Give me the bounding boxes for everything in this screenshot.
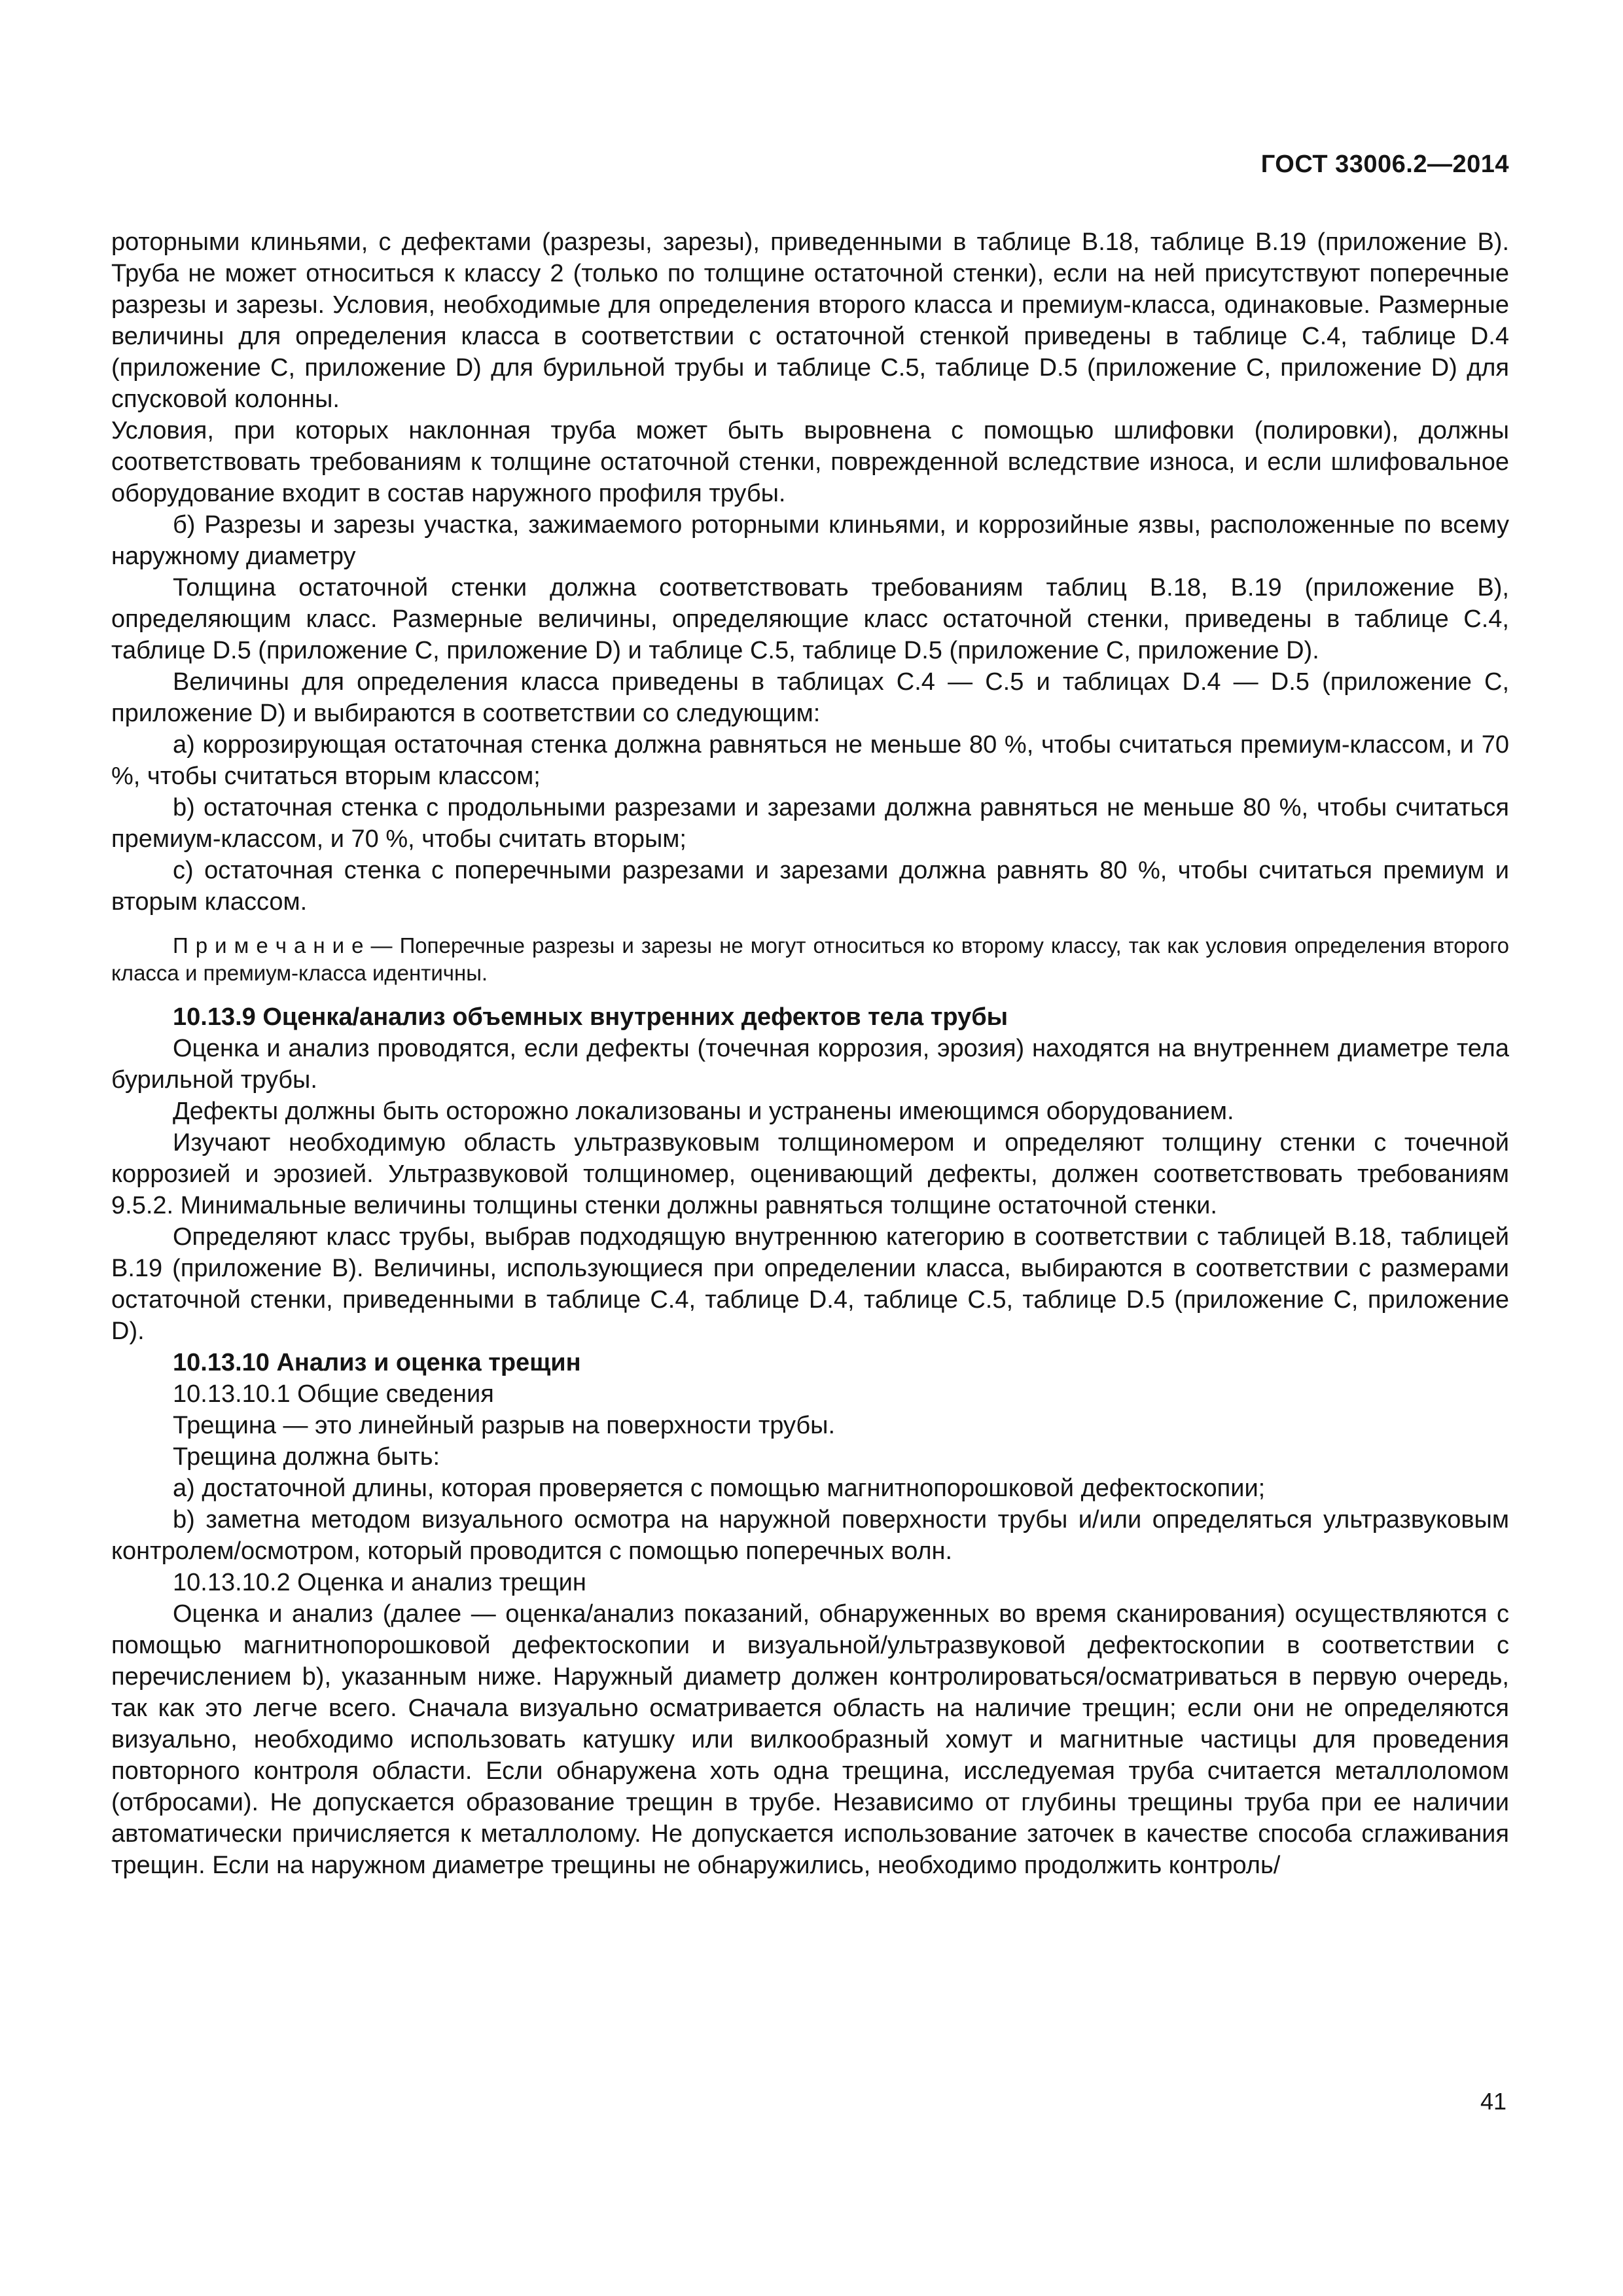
paragraph: 10.13.10.1 Общие сведения [173, 1380, 494, 1408]
paragraph: a) коррозирующая остаточная стенка должна равняться не меньше 80 %, чтобы считаться премиум-классом, и 70 %, чтобы считаться вторым классом; [111, 731, 1509, 790]
paragraph: Дефекты должны быть осторожно локализованы и устранены имеющимся оборудованием. [173, 1098, 1234, 1125]
page-number: 41 [1480, 2088, 1507, 2115]
note-paragraph: П р и м е ч а н и е — Поперечные разрезы и зарезы не могут относиться ко второму классу, так как условия определения второго класса и премиум-класса идентичны. [111, 933, 1509, 985]
paragraph: б) Разрезы и зарезы участка, зажимаемого роторными клиньями, и коррозийные язвы, расположенные по всему наружному диаметру [111, 511, 1509, 570]
paragraph: a) достаточной длины, которая проверяется с помощью магнитнопорошковой дефектоскопии; [173, 1475, 1266, 1502]
paragraph: Оценка и анализ проводятся, если дефекты (точечная коррозия, эрозия) находятся на внутреннем диаметре тела бурильной трубы. [111, 1035, 1509, 1094]
document-body [111, 226, 1509, 1881]
doc-number: ГОСТ 33006.2—2014 [1260, 151, 1509, 178]
paragraph: b) остаточная стенка с продольными разрезами и зарезами должна равняться не меньше 80 %, чтобы считаться премиум-классом, и 70 %, чтобы считать вторым; [111, 794, 1509, 853]
paragraph: 10.13.10.2 Оценка и анализ трещин [173, 1569, 586, 1596]
paragraph: Величины для определения класса приведены в таблицах С.4 — С.5 и таблицах D.4 — D.5 (приложение С, приложение D) и выбираются в соответствии со следующим: [111, 668, 1509, 727]
paragraph: Условия, при которых наклонная труба может быть выровнена с помощью шлифовки (полировки), должны соответствовать требованиям к толщине остаточной стенки, поврежденной вследствие износа, и если шлифовальное оборудование входит в состав наружного профиля трубы. [111, 417, 1509, 507]
document-header [111, 151, 1509, 179]
paragraph: Оценка и анализ (далее — оценка/анализ показаний, обнаруженных во время сканирования) осуществляются с помощью магнитнопорошковой дефектоскопии и визуальной/ультразвуковой дефектоскопии в соответствии с перечислением b), указанным ниже. Наружный диаметр должен контролироваться/осматриваться в первую очередь, так как это легче всего. Сначала визуально осматривается область на наличие трещин; если они не определяются визуально, необходимо использовать катушку или вилкообразный хомут и магнитные частицы для проведения повторного контроля области. Если обнаружена хоть одна трещина, исследуемая труба считается металлоломом (отбросами). Не допускается образование трещин в трубе. Независимо от глубины трещины труба при ее наличии автоматически причисляется к металлолому. Не допускается использование заточек в качестве способа сглаживания трещин. Если на наружном диаметре трещины не обнаружились, необходимо продолжить контроль/ [111, 1600, 1509, 1879]
section-heading: 10.13.9 Оценка/анализ объемных внутренних дефектов тела трубы [173, 1003, 1008, 1031]
paragraph: Толщина остаточной стенки должна соответствовать требованиям таблиц В.18, В.19 (приложение В), определяющим класс. Размерные величины, определяющие класс остаточной стенки, приведены в таблице С.4, таблице D.5 (приложение С, приложение D) и таблице С.5, таблице D.5 (приложение С, приложение D). [111, 574, 1509, 664]
paragraph: роторными клиньями, с дефектами (разрезы, зарезы), приведенными в таблице В.18, таблице В.19 (приложение В). Труба не может относиться к классу 2 (только по толщине остаточной стенки), если на ней присутствуют поперечные разрезы и зарезы. Условия, необходимые для определения второго класса и премиум-класса, одинаковые. Размерные величины для определения класса в соответствии с остаточной стенкой приведены в таблице С.4, таблице D.4 (приложение С, приложение D) для бурильной трубы и таблице С.5, таблице D.5 (приложение С, приложение D) для спусковой колонны. [111, 228, 1509, 413]
paragraph: c) остаточная стенка с поперечными разрезами и зарезами должна равнять 80 %, чтобы считаться премиум и вторым классом. [111, 857, 1509, 916]
paragraph: Трещина должна быть: [173, 1443, 440, 1471]
paragraph: Изучают необходимую область ультразвуковым толщиномером и определяют толщину стенки с точечной коррозией и эрозией. Ультразвуковой толщиномер, оценивающий дефекты, должен соответствовать требованиям 9.5.2. Минимальные величины толщины стенки должны равняться толщине остаточной стенки. [111, 1129, 1509, 1219]
paragraph: Трещина — это линейный разрыв на поверхности трубы. [173, 1412, 836, 1439]
paragraph: b) заметна методом визуального осмотра на наружной поверхности трубы и/или определяться ультразвуковым контролем/осмотром, который проводится с помощью поперечных волн. [111, 1506, 1509, 1565]
paragraph: Определяют класс трубы, выбрав подходящую внутреннюю категорию в соответствии с таблицей В.18, таблицей В.19 (приложение В). Величины, использующиеся при определении класса, выбираются в соответствии с размерами остаточной стенки, приведенными в таблице С.4, таблице D.4, таблице С.5, таблице D.5 (приложение С, приложение D). [111, 1223, 1509, 1345]
document-footer [1480, 2088, 1507, 2115]
section-heading: 10.13.10 Анализ и оценка трещин [173, 1349, 581, 1376]
